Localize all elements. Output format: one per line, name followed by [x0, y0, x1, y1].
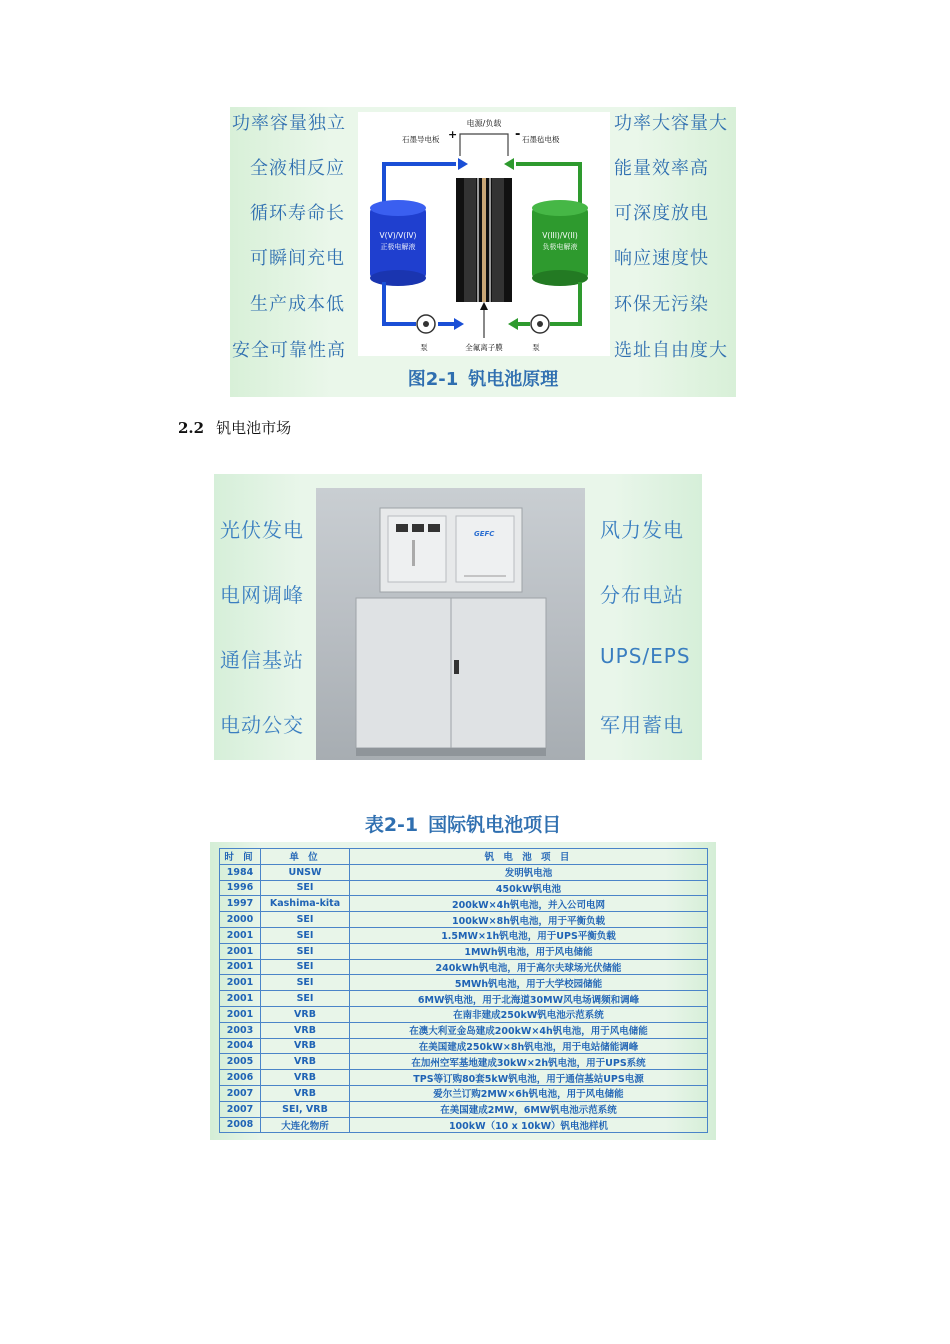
cell-unit: SEI, VRB	[261, 1101, 350, 1117]
left-tank-label-1: V(V)/V(IV)	[379, 231, 417, 240]
cell-time: 2001	[220, 927, 261, 943]
cell-project: 100kW（10 x 10kW）钒电池样机	[350, 1117, 708, 1133]
table-background	[210, 842, 716, 1140]
table-row	[220, 1054, 708, 1070]
cell-unit: VRB	[261, 1022, 350, 1038]
cell-project: 450kW钒电池	[350, 880, 708, 896]
minus-sign: -	[515, 127, 521, 142]
cell-unit: SEI	[261, 991, 350, 1007]
figure-vanadium-principle	[230, 107, 736, 397]
cell-unit: Kashima-kita	[261, 896, 350, 912]
cell-project: 在澳大利亚金岛建成200kW×4h钒电池，用于风电储能	[350, 1022, 708, 1038]
table-row	[220, 927, 708, 943]
figure-vanadium-market	[214, 474, 702, 760]
right-app-1: 风力发电	[600, 518, 684, 542]
cell-project: 240kWh钒电池，用于高尔夫球场光伏储能	[350, 959, 708, 975]
cell-project: 1MWh钒电池，用于风电储能	[350, 943, 708, 959]
cell-time: 2001	[220, 991, 261, 1007]
cell-unit: UNSW	[261, 864, 350, 880]
cell-unit: VRB	[261, 1070, 350, 1086]
cell-time: 2000	[220, 912, 261, 928]
cell-unit: VRB	[261, 1006, 350, 1022]
table-row	[220, 943, 708, 959]
section-heading	[178, 417, 291, 438]
cabinet-brand-logo: GEFC	[474, 530, 495, 538]
left-feature-4: 可瞬间充电	[250, 248, 345, 269]
right-app-4: 军用蓄电	[600, 713, 684, 737]
table-row	[220, 1006, 708, 1022]
right-tank-label-1: V(III)/V(II)	[542, 231, 578, 240]
section-number: 2.2	[178, 419, 205, 437]
cell-time: 2007	[220, 1085, 261, 1101]
left-feature-1: 功率容量独立	[232, 113, 346, 134]
table-body	[220, 864, 708, 1133]
cell-project: 100kW×8h钒电池，用于平衡负载	[350, 912, 708, 928]
left-app-3: 通信基站	[220, 648, 304, 672]
left-app-2: 电网调峰	[220, 583, 304, 607]
table-row	[220, 975, 708, 991]
table-title	[210, 810, 716, 837]
cell-time: 1984	[220, 864, 261, 880]
left-app-1: 光伏发电	[220, 518, 304, 542]
cell-project: 发明钒电池	[350, 864, 708, 880]
table-row	[220, 959, 708, 975]
cell-project: 在美国建成250kW×8h钒电池，用于电站储能调峰	[350, 1038, 708, 1054]
right-pump-label: 泵	[532, 343, 540, 352]
figure1-caption	[230, 365, 736, 391]
left-electrode-label: 石墨导电板	[402, 135, 440, 144]
table-title-text: 国际钒电池项目	[428, 814, 562, 836]
cell-unit: 大连化物所	[261, 1117, 350, 1133]
header-time: 时 间	[220, 849, 261, 865]
table-title-number: 表2-1	[364, 814, 419, 836]
table-row	[220, 864, 708, 880]
right-feature-4: 响应速度快	[614, 248, 709, 269]
right-app-3: UPS/EPS	[600, 644, 691, 668]
cell-time: 2008	[220, 1117, 261, 1133]
cell-project: 爱尔兰订购2MW×6h钒电池，用于风电储能	[350, 1085, 708, 1101]
right-app-2: 分布电站	[600, 583, 684, 607]
figure1-caption-number: 图2-1	[407, 369, 459, 390]
table-row	[220, 1117, 708, 1133]
left-pump-label: 泵	[420, 343, 428, 352]
cell-project: 200kW×4h钒电池，并入公司电网	[350, 896, 708, 912]
battery-cabinet-photo	[316, 488, 585, 760]
cell-time: 1996	[220, 880, 261, 896]
table-row	[220, 1022, 708, 1038]
cell-project: 1.5MW×1h钒电池，用于UPS平衡负载	[350, 927, 708, 943]
cell-time: 2001	[220, 943, 261, 959]
table-row	[220, 880, 708, 896]
left-tank-label-2: 正极电解液	[380, 243, 416, 251]
cell-unit: SEI	[261, 959, 350, 975]
cell-unit: VRB	[261, 1085, 350, 1101]
right-feature-1: 功率大容量大	[614, 113, 728, 134]
table-row	[220, 1085, 708, 1101]
right-tank-label-2: 负极电解液	[542, 243, 578, 251]
cell-time: 2007	[220, 1101, 261, 1117]
left-app-4: 电动公交	[220, 713, 304, 737]
header-unit: 单 位	[261, 849, 350, 865]
cell-time: 2004	[220, 1038, 261, 1054]
cell-unit: VRB	[261, 1038, 350, 1054]
cell-time: 2001	[220, 959, 261, 975]
plus-sign: +	[448, 128, 458, 141]
table-row	[220, 1101, 708, 1117]
table-header-row	[220, 849, 708, 865]
right-feature-6: 选址自由度大	[614, 340, 728, 361]
cell-time: 2001	[220, 975, 261, 991]
right-electrode-label: 石墨毡电极	[522, 135, 560, 144]
header-project: 钒 电 池 项 目	[350, 849, 708, 865]
cell-project: 在美国建成2MW，6MW钒电池示范系统	[350, 1101, 708, 1117]
cell-unit: SEI	[261, 943, 350, 959]
table-row	[220, 896, 708, 912]
cell-project: TPS等订购80套5kW钒电池，用于通信基站UPS电源	[350, 1070, 708, 1086]
right-feature-2: 能量效率高	[614, 158, 709, 179]
left-feature-6: 安全可靠性高	[232, 340, 346, 361]
cell-project: 在南非建成250kW钒电池示范系统	[350, 1006, 708, 1022]
cell-unit: VRB	[261, 1054, 350, 1070]
cell-time: 2005	[220, 1054, 261, 1070]
right-feature-3: 可深度放电	[614, 203, 709, 224]
cell-time: 2003	[220, 1022, 261, 1038]
cell-time: 1997	[220, 896, 261, 912]
table-row	[220, 1070, 708, 1086]
cell-time: 2001	[220, 1006, 261, 1022]
left-feature-5: 生产成本低	[250, 294, 345, 315]
battery-diagram	[358, 112, 610, 356]
cell-unit: SEI	[261, 927, 350, 943]
cell-project: 6MW钒电池，用于北海道30MW风电场调频和调峰	[350, 991, 708, 1007]
right-feature-5: 环保无污染	[614, 294, 709, 315]
left-feature-2: 全液相反应	[250, 158, 345, 179]
cell-project: 在加州空军基地建成30kW×2h钒电池，用于UPS系统	[350, 1054, 708, 1070]
membrane-label: 全氟离子膜	[465, 343, 503, 352]
cell-project: 5MWh钒电池，用于大学校园储能	[350, 975, 708, 991]
cell-unit: SEI	[261, 912, 350, 928]
table-row	[220, 1038, 708, 1054]
section-title: 钒电池市场	[216, 419, 292, 437]
cell-time: 2006	[220, 1070, 261, 1086]
table-row	[220, 991, 708, 1007]
power-load-label: 电源/负载	[466, 119, 502, 128]
projects-table	[219, 848, 708, 1133]
left-feature-3: 循环寿命长	[250, 203, 345, 224]
cell-unit: SEI	[261, 975, 350, 991]
table-row	[220, 912, 708, 928]
figure1-caption-text: 钒电池原理	[468, 369, 559, 390]
cell-unit: SEI	[261, 880, 350, 896]
